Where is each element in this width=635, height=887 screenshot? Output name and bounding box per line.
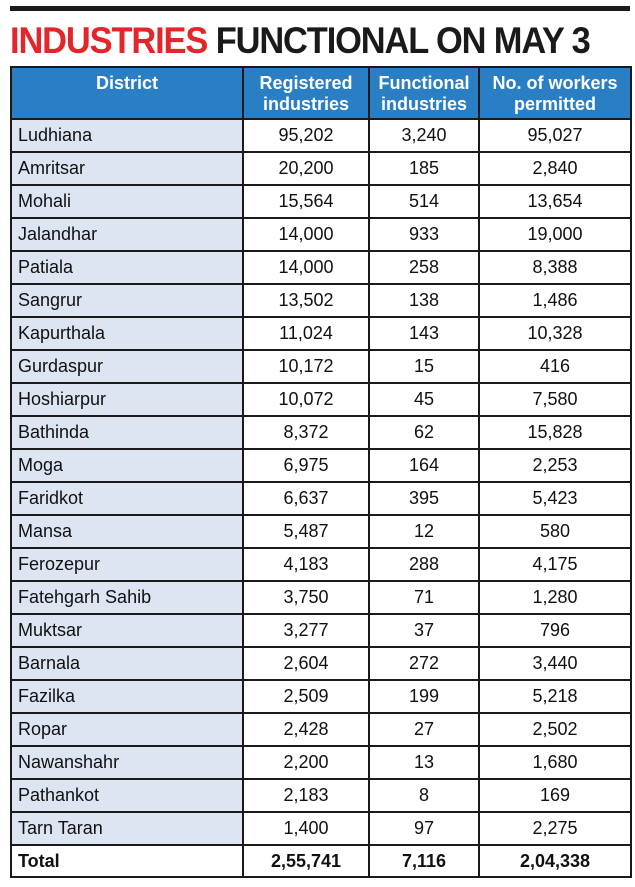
functional-cell: 71 <box>369 581 479 614</box>
workers-cell: 1,680 <box>479 746 631 779</box>
registered-cell: 2,183 <box>243 779 369 812</box>
functional-cell: 395 <box>369 482 479 515</box>
functional-cell: 13 <box>369 746 479 779</box>
functional-cell: 12 <box>369 515 479 548</box>
workers-cell: 19,000 <box>479 218 631 251</box>
functional-cell: 199 <box>369 680 479 713</box>
district-cell: Ropar <box>11 713 243 746</box>
workers-cell: 416 <box>479 350 631 383</box>
registered-cell: 15,564 <box>243 185 369 218</box>
title-accent: INDUSTRIES <box>10 20 208 61</box>
workers-cell: 13,654 <box>479 185 631 218</box>
district-cell: Fatehgarh Sahib <box>11 581 243 614</box>
district-cell: Patiala <box>11 251 243 284</box>
registered-cell: 3,277 <box>243 614 369 647</box>
total-row <box>11 845 631 877</box>
table-row <box>11 779 631 812</box>
total-functional: 7,116 <box>369 845 479 877</box>
functional-cell: 258 <box>369 251 479 284</box>
table-row <box>11 317 631 350</box>
district-cell: Amritsar <box>11 152 243 185</box>
functional-cell: 15 <box>369 350 479 383</box>
registered-cell: 5,487 <box>243 515 369 548</box>
functional-cell: 514 <box>369 185 479 218</box>
top-rule <box>10 6 630 11</box>
workers-cell: 2,840 <box>479 152 631 185</box>
district-cell: Mansa <box>11 515 243 548</box>
functional-cell: 62 <box>369 416 479 449</box>
district-cell: Muktsar <box>11 614 243 647</box>
table-row <box>11 119 631 152</box>
table-row <box>11 449 631 482</box>
district-cell: Faridkot <box>11 482 243 515</box>
functional-cell: 272 <box>369 647 479 680</box>
workers-cell: 2,253 <box>479 449 631 482</box>
workers-cell: 2,275 <box>479 812 631 845</box>
table-row <box>11 680 631 713</box>
total-workers: 2,04,338 <box>479 845 631 877</box>
workers-cell: 169 <box>479 779 631 812</box>
workers-cell: 580 <box>479 515 631 548</box>
district-cell: Sangrur <box>11 284 243 317</box>
district-cell: Nawanshahr <box>11 746 243 779</box>
registered-cell: 2,604 <box>243 647 369 680</box>
registered-cell: 2,200 <box>243 746 369 779</box>
table-row <box>11 416 631 449</box>
district-cell: Ludhiana <box>11 119 243 152</box>
district-cell: Jalandhar <box>11 218 243 251</box>
district-cell: Tarn Taran <box>11 812 243 845</box>
registered-cell: 6,637 <box>243 482 369 515</box>
workers-cell: 5,423 <box>479 482 631 515</box>
registered-cell: 10,172 <box>243 350 369 383</box>
table-row <box>11 515 631 548</box>
district-cell: Hoshiarpur <box>11 383 243 416</box>
table-row <box>11 647 631 680</box>
workers-cell: 796 <box>479 614 631 647</box>
registered-cell: 20,200 <box>243 152 369 185</box>
table-body <box>11 119 631 845</box>
table-row <box>11 812 631 845</box>
district-cell: Kapurthala <box>11 317 243 350</box>
district-cell: Gurdaspur <box>11 350 243 383</box>
registered-cell: 6,975 <box>243 449 369 482</box>
workers-cell: 5,218 <box>479 680 631 713</box>
header-district: District <box>11 67 243 119</box>
registered-cell: 2,428 <box>243 713 369 746</box>
table-row <box>11 251 631 284</box>
table-row <box>11 185 631 218</box>
functional-cell: 37 <box>369 614 479 647</box>
industries-table <box>10 66 632 878</box>
registered-cell: 8,372 <box>243 416 369 449</box>
registered-cell: 95,202 <box>243 119 369 152</box>
workers-cell: 4,175 <box>479 548 631 581</box>
district-cell: Ferozepur <box>11 548 243 581</box>
header-row <box>11 67 631 119</box>
workers-cell: 8,388 <box>479 251 631 284</box>
district-cell: Pathankot <box>11 779 243 812</box>
workers-cell: 7,580 <box>479 383 631 416</box>
district-cell: Mohali <box>11 185 243 218</box>
functional-cell: 27 <box>369 713 479 746</box>
functional-cell: 45 <box>369 383 479 416</box>
table-row <box>11 152 631 185</box>
registered-cell: 2,509 <box>243 680 369 713</box>
registered-cell: 3,750 <box>243 581 369 614</box>
table-row <box>11 350 631 383</box>
functional-cell: 8 <box>369 779 479 812</box>
table-row <box>11 581 631 614</box>
table-row <box>11 218 631 251</box>
table-row <box>11 713 631 746</box>
registered-cell: 4,183 <box>243 548 369 581</box>
workers-cell: 2,502 <box>479 713 631 746</box>
functional-cell: 933 <box>369 218 479 251</box>
registered-cell: 10,072 <box>243 383 369 416</box>
functional-cell: 288 <box>369 548 479 581</box>
table-row <box>11 383 631 416</box>
functional-cell: 97 <box>369 812 479 845</box>
header-workers-permitted: No. of workers permitted <box>479 67 631 119</box>
total-registered: 2,55,741 <box>243 845 369 877</box>
functional-cell: 3,240 <box>369 119 479 152</box>
functional-cell: 185 <box>369 152 479 185</box>
workers-cell: 95,027 <box>479 119 631 152</box>
functional-cell: 164 <box>369 449 479 482</box>
workers-cell: 1,486 <box>479 284 631 317</box>
district-cell: Barnala <box>11 647 243 680</box>
table-row <box>11 614 631 647</box>
workers-cell: 15,828 <box>479 416 631 449</box>
page-title <box>10 17 590 65</box>
district-cell: Moga <box>11 449 243 482</box>
table-row <box>11 284 631 317</box>
functional-cell: 138 <box>369 284 479 317</box>
registered-cell: 13,502 <box>243 284 369 317</box>
functional-cell: 143 <box>369 317 479 350</box>
table-row <box>11 482 631 515</box>
registered-cell: 14,000 <box>243 218 369 251</box>
header-registered-industries: Registered industries <box>243 67 369 119</box>
workers-cell: 1,280 <box>479 581 631 614</box>
workers-cell: 10,328 <box>479 317 631 350</box>
registered-cell: 11,024 <box>243 317 369 350</box>
title-rest: FUNCTIONAL ON MAY 3 <box>215 20 590 61</box>
table-row <box>11 548 631 581</box>
header-functional-industries: Functional industries <box>369 67 479 119</box>
registered-cell: 14,000 <box>243 251 369 284</box>
district-cell: Bathinda <box>11 416 243 449</box>
district-cell: Fazilka <box>11 680 243 713</box>
total-label: Total <box>11 845 243 877</box>
workers-cell: 3,440 <box>479 647 631 680</box>
table-row <box>11 746 631 779</box>
registered-cell: 1,400 <box>243 812 369 845</box>
